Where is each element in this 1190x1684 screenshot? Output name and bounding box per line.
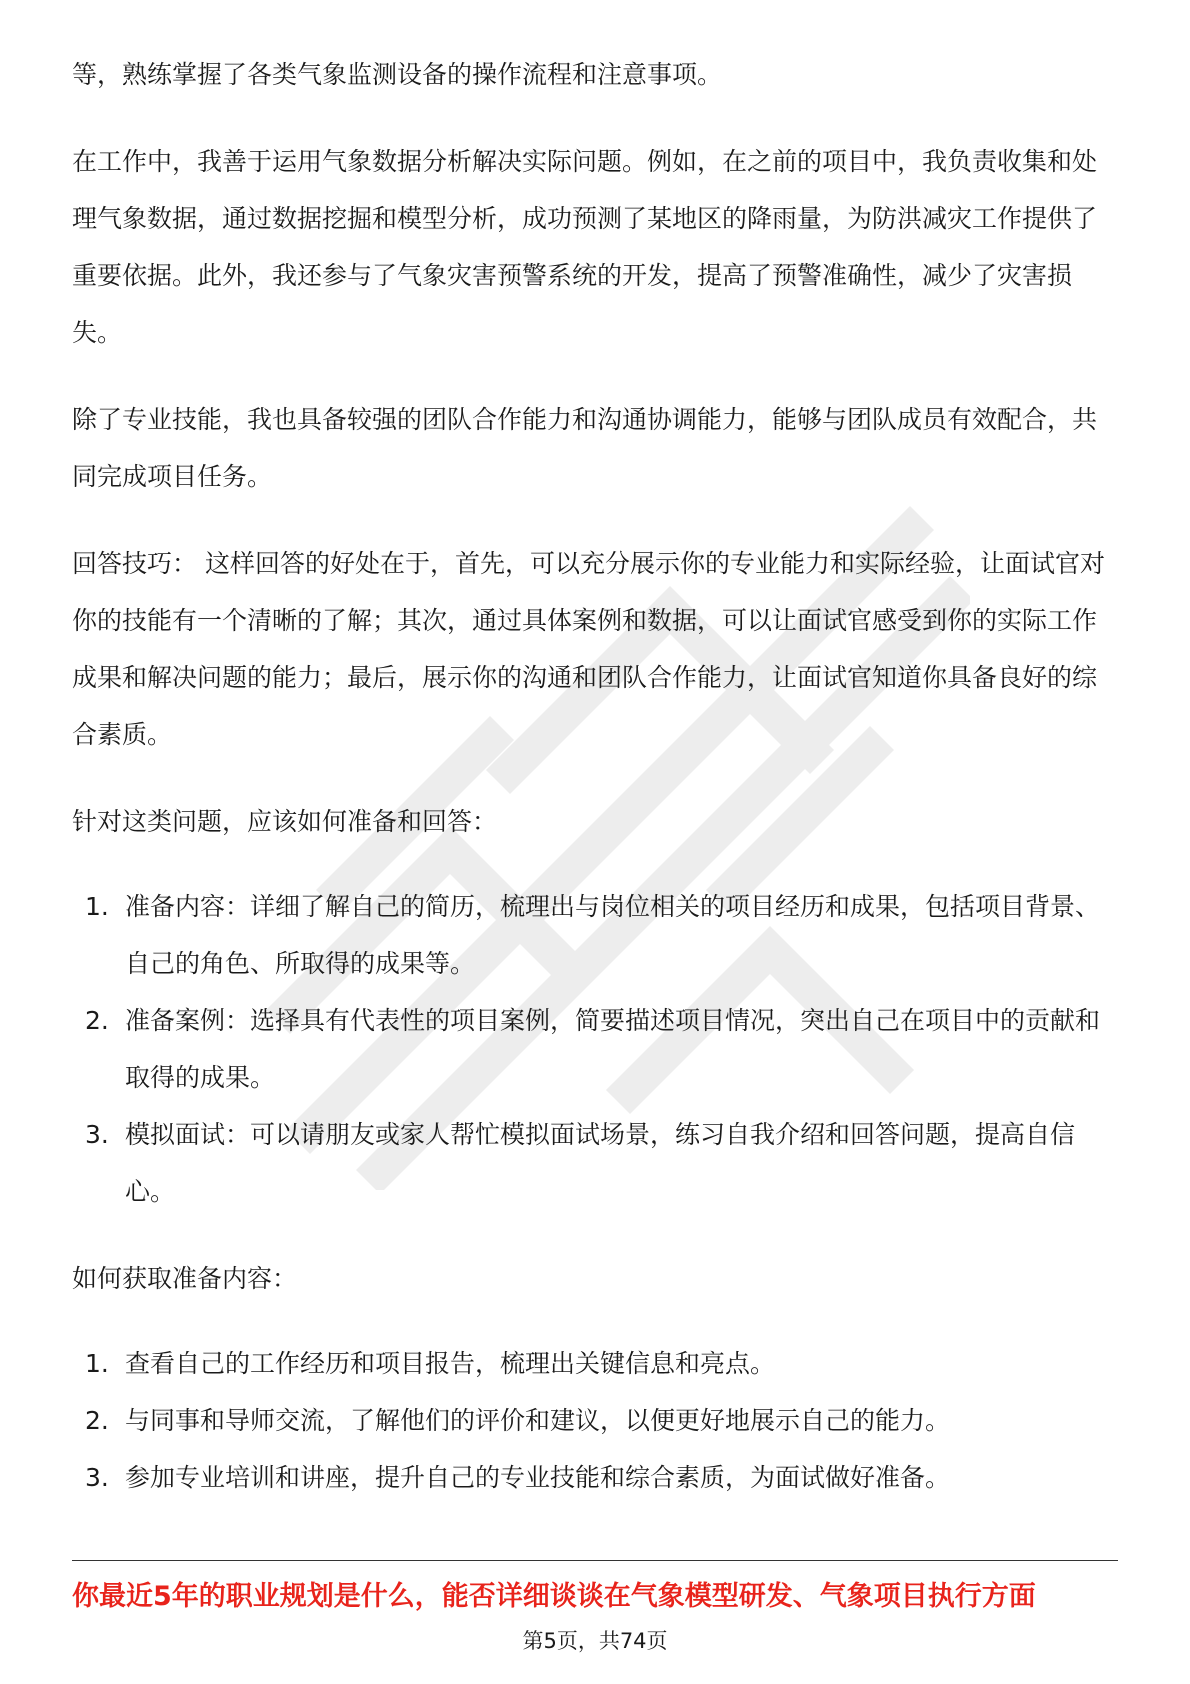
list-item-text: 模拟面试：可以请朋友或家人帮忙模拟面试场景，练习自我介绍和回答问题，提高自信心。	[125, 1120, 1076, 1206]
paragraph-teamwork: 除了专业技能，我也具备较强的团队合作能力和沟通协调能力，能够与团队成员有效配合，共同完成项目任务。	[72, 405, 1098, 491]
list-item-text: 参加专业培训和讲座，提升自己的专业技能和综合素质，为面试做好准备。	[125, 1463, 951, 1492]
paragraph-continuation: 等，熟练掌握了各类气象监测设备的操作流程和注意事项。	[72, 60, 723, 89]
list-item-number: 1.	[85, 1349, 109, 1378]
heading-how-to-prepare: 针对这类问题，应该如何准备和回答：	[72, 807, 498, 836]
list-item	[72, 1335, 1118, 1392]
list-obtain	[72, 1335, 1118, 1506]
list-item-text: 与同事和导师交流，了解他们的评价和建议，以便更好地展示自己的能力。	[125, 1406, 951, 1435]
list-item-text: 准备案例：选择具有代表性的项目案例，简要描述项目情况，突出自己在项目中的贡献和取得的成果。	[125, 1006, 1101, 1092]
list-item	[72, 1392, 1118, 1449]
list-item	[72, 878, 1118, 992]
footer-divider	[72, 1560, 1118, 1561]
list-item-number: 3.	[85, 1463, 109, 1492]
list-item-number: 1.	[85, 892, 109, 921]
list-item-number: 2.	[85, 1006, 109, 1035]
paragraph-answer-tips: 回答技巧： 这样回答的好处在于，首先，可以充分展示你的专业能力和实际经验，让面试官对你的技能有一个清晰的了解；其次，通过具体案例和数据，可以让面试官感受到你的实际工作成果和解决问题的能力；最后，展示你的沟通和团队合作能力，让面试官知道你具备良好的综合素质。	[72, 549, 1105, 749]
list-item	[72, 992, 1118, 1106]
list-item-text: 准备内容：详细了解自己的简历，梳理出与岗位相关的项目经历和成果，包括项目背景、自己的角色、所取得的成果等。	[125, 892, 1101, 978]
list-item-text: 查看自己的工作经历和项目报告，梳理出关键信息和亮点。	[125, 1349, 776, 1378]
list-item	[72, 1449, 1118, 1506]
paragraph-work-experience: 在工作中，我善于运用气象数据分析解决实际问题。例如，在之前的项目中，我负责收集和处理气象数据，通过数据挖掘和模型分析，成功预测了某地区的降雨量，为防洪减灾工作提供了重要依据。此外，我还参与了气象灾害预警系统的开发，提高了预警准确性，减少了灾害损失。	[72, 147, 1098, 347]
main-content	[72, 46, 1118, 1536]
heading-how-to-obtain: 如何获取准备内容：	[72, 1264, 298, 1293]
footer-next-question: 你最近5年的职业规划是什么，能否详细谈谈在气象模型研发、气象项目执行方面	[72, 1581, 1036, 1612]
list-item-number: 2.	[85, 1406, 109, 1435]
page-number: 第5页，共74页	[522, 1629, 668, 1653]
list-prepare	[72, 878, 1118, 1220]
list-item-number: 3.	[85, 1120, 109, 1149]
list-item	[72, 1106, 1118, 1220]
